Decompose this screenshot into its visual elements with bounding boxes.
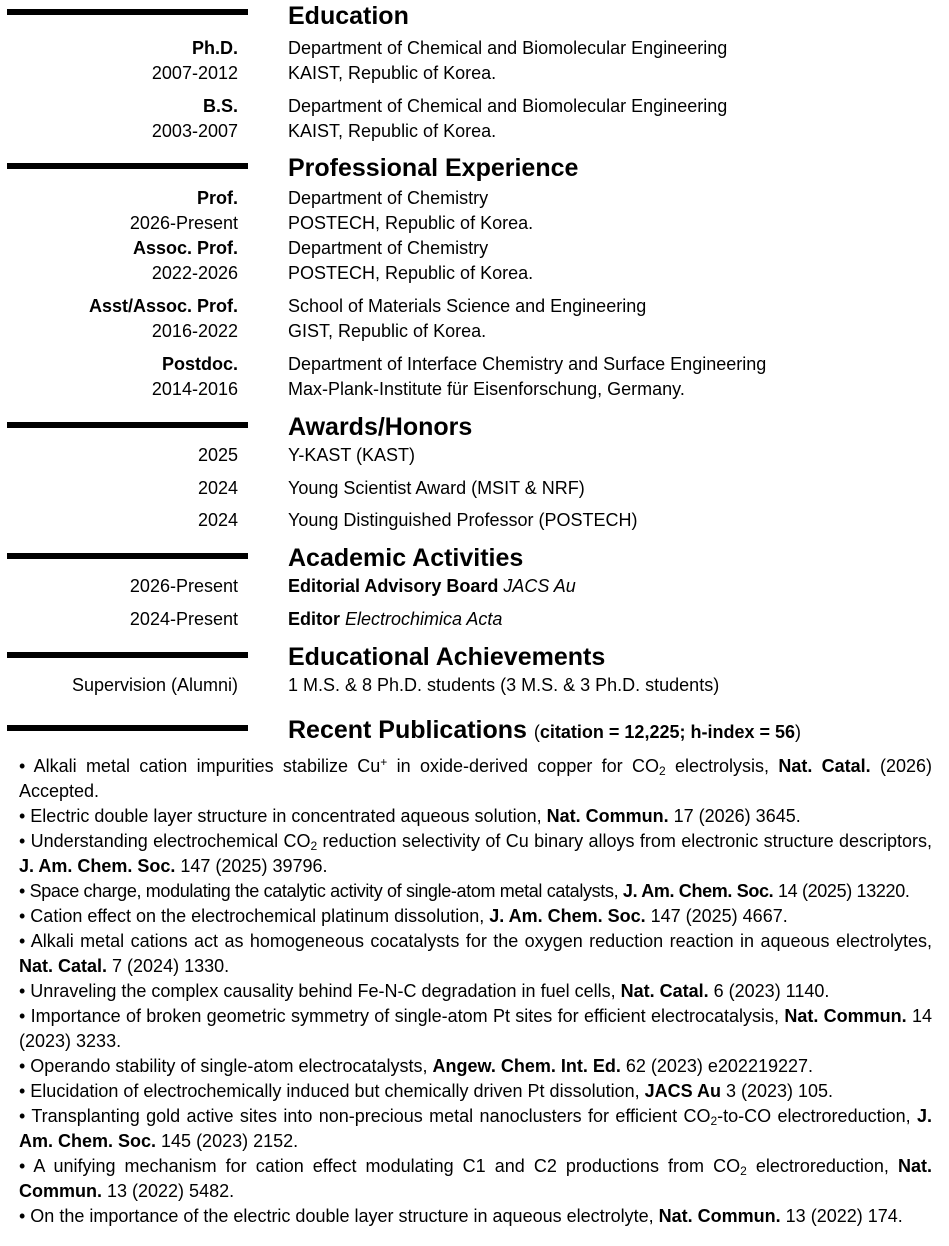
publication-item (19, 1204, 932, 1229)
publications-open-paren: ( (533, 722, 540, 742)
activity-description (288, 574, 576, 599)
publication-text: 6 (2023) 1140. (708, 981, 830, 1001)
activity-role: Editorial Advisory Board (288, 576, 499, 596)
publication-text: • Unraveling the complex causality behind Fe-N-C degradation in fuel cells, (19, 981, 621, 1001)
journal-name: Nat. Catal. (778, 756, 871, 776)
position-title: Prof. (196, 188, 238, 208)
publication-text: 2 (658, 764, 666, 778)
publications-title: Recent Publications (288, 716, 527, 744)
publication-item (19, 1104, 932, 1154)
degree-institution: KAIST, Republic of Korea. (288, 63, 497, 83)
publication-text: 7 (2024) 1330. (107, 956, 230, 976)
activity-journal: JACS Au (503, 576, 576, 596)
publication-text: • A unifying mechanism for cation effect modulating C1 and C2 productions from CO (19, 1156, 741, 1176)
position-years: 2026-Present (129, 213, 238, 233)
journal-name: Nat. Catal. (19, 956, 108, 976)
publication-text: 3 (2023) 105. (720, 1081, 834, 1101)
journal-name: Nat. Commun. (546, 806, 669, 826)
position-institution: POSTECH, Republic of Korea. (288, 263, 534, 283)
section-rule (7, 163, 248, 169)
activity-description (288, 607, 502, 632)
section-rule (7, 553, 248, 559)
position-institution: GIST, Republic of Korea. (288, 321, 487, 341)
journal-name: Nat. Catal. (620, 981, 709, 1001)
publication-text: 14 (2025) 13220. (773, 881, 910, 901)
journal-name: JACS Au (644, 1081, 721, 1101)
publication-text: 2 (310, 839, 318, 853)
experience-heading: Professional Experience (288, 154, 579, 182)
publications-metrics: citation = 12,225; h-index = 56 (539, 722, 796, 742)
position-title: Postdoc. (161, 354, 238, 374)
journal-name: Angew. Chem. Int. Ed. (432, 1056, 621, 1076)
degree-department: Department of Chemical and Biomolecular Engineering (288, 96, 728, 116)
position-title: Assoc. Prof. (132, 238, 238, 258)
award-year: 2024 (197, 510, 238, 530)
publication-item (19, 879, 932, 904)
journal-name: J. Am. Chem. Soc. (19, 1106, 933, 1151)
publication-item (19, 1054, 932, 1079)
award-name: Young Distinguished Professor (POSTECH) (288, 510, 638, 530)
journal-name: J. Am. Chem. Soc. (489, 906, 646, 926)
publication-text: in oxide-derived copper for CO (387, 756, 659, 776)
publication-text: 145 (2023) 2152. (156, 1131, 299, 1151)
achievement-label: Supervision (Alumni) (71, 675, 238, 695)
achievements-heading: Educational Achievements (288, 643, 606, 671)
publication-item (19, 804, 932, 829)
degree-institution: KAIST, Republic of Korea. (288, 121, 497, 141)
publication-text: 13 (2022) 174. (780, 1206, 903, 1226)
publication-text: • Importance of broken geometric symmetry of single-atom Pt sites for efficient electrocatalysis, (19, 1006, 785, 1026)
position-years: 2014-2016 (151, 379, 238, 399)
publication-item (19, 979, 932, 1004)
publication-text: • Electric double layer structure in concentrated aqueous solution, (19, 806, 547, 826)
activity-years: 2024-Present (129, 609, 238, 629)
journal-name: Nat. Commun. (784, 1006, 907, 1026)
publication-item (19, 1154, 932, 1204)
publication-list (19, 754, 932, 1229)
activity-role: Editor (288, 609, 340, 629)
publication-text: -to-CO electroreduction, (717, 1106, 917, 1126)
degree-label: Ph.D. (191, 38, 238, 58)
publication-text: reduction selectivity of Cu binary alloys from electronic structure descriptors, (317, 831, 932, 851)
degree-label: B.S. (202, 96, 238, 116)
publication-text: 17 (2026) 3645. (668, 806, 801, 826)
publication-text: electrolysis, (665, 756, 779, 776)
activity-journal: Electrochimica Acta (345, 609, 503, 629)
award-year: 2024 (197, 478, 238, 498)
award-year: 2025 (197, 445, 238, 465)
publications-heading (288, 716, 801, 746)
publication-item (19, 1079, 932, 1104)
position-department: Department of Chemistry (288, 188, 489, 208)
journal-name: J. Am. Chem. Soc. (622, 881, 774, 901)
publication-text: (2026) Accepted. (19, 756, 933, 801)
position-department: Department of Chemistry (288, 238, 489, 258)
publication-text: 147 (2025) 39796. (175, 856, 328, 876)
publication-text: 147 (2025) 4667. (645, 906, 788, 926)
publication-item (19, 904, 932, 929)
section-rule (7, 652, 248, 658)
publication-text: 62 (2023) e202219227. (620, 1056, 814, 1076)
position-department: Department of Interface Chemistry and Surface Engineering (288, 354, 767, 374)
journal-name: J. Am. Chem. Soc. (19, 856, 176, 876)
publication-text: • On the importance of the electric double layer structure in aqueous electrolyte, (19, 1206, 659, 1226)
award-name: Young Scientist Award (MSIT & NRF) (288, 478, 585, 498)
publication-text: 2 (710, 1114, 718, 1128)
education-heading: Education (288, 2, 409, 30)
publications-close-paren: ) (795, 722, 802, 742)
position-department: School of Materials Science and Engineering (288, 296, 647, 316)
journal-name: Nat. Commun. (19, 1156, 933, 1201)
section-rule (7, 9, 248, 15)
journal-name: Nat. Commun. (658, 1206, 781, 1226)
publication-item (19, 929, 932, 979)
publication-text: • Space charge, modulating the catalytic activity of single-atom metal catalysts, (19, 881, 623, 901)
publication-text: • Alkali metal cations act as homogeneous cocatalysts for the oxygen reduction reaction in aqueous electrolytes, (19, 931, 932, 951)
position-institution: POSTECH, Republic of Korea. (288, 213, 534, 233)
activity-years: 2026-Present (129, 576, 238, 596)
publication-text: • Operando stability of single-atom electrocatalysts, (19, 1056, 433, 1076)
publication-item (19, 1004, 932, 1054)
degree-years: 2007-2012 (151, 63, 238, 83)
degree-years: 2003-2007 (151, 121, 238, 141)
publication-text: electroreduction, (746, 1156, 898, 1176)
position-title: Asst/Assoc. Prof. (88, 296, 238, 316)
award-name: Y-KAST (KAST) (288, 445, 416, 465)
position-years: 2016-2022 (151, 321, 238, 341)
publication-item (19, 754, 932, 804)
publication-text: • Understanding electrochemical CO (19, 831, 311, 851)
position-years: 2022-2026 (151, 263, 238, 283)
publication-text: • Cation effect on the electrochemical platinum dissolution, (19, 906, 490, 926)
position-institution: Max-Plank-Institute für Eisenforschung, Germany. (288, 379, 685, 399)
publication-text: • Alkali metal cation impurities stabilize Cu (19, 756, 381, 776)
section-rule (7, 725, 248, 731)
activities-heading: Academic Activities (288, 544, 524, 572)
section-rule (7, 422, 248, 428)
publication-text: + (380, 755, 388, 769)
publication-text: 14 (2023) 3233. (19, 1006, 932, 1051)
awards-heading: Awards/Honors (288, 413, 473, 441)
degree-department: Department of Chemical and Biomolecular Engineering (288, 38, 728, 58)
publication-text: • Transplanting gold active sites into non-precious metal nanoclusters for efficient CO (19, 1106, 711, 1126)
publication-text: • Elucidation of electrochemically induced but chemically driven Pt dissolution, (19, 1081, 645, 1101)
publication-text: 2 (740, 1164, 747, 1178)
publication-item (19, 829, 932, 879)
achievement-text: 1 M.S. & 8 Ph.D. students (3 M.S. & 3 Ph.D. students) (288, 675, 720, 695)
publication-text: 13 (2022) 5482. (102, 1181, 235, 1201)
